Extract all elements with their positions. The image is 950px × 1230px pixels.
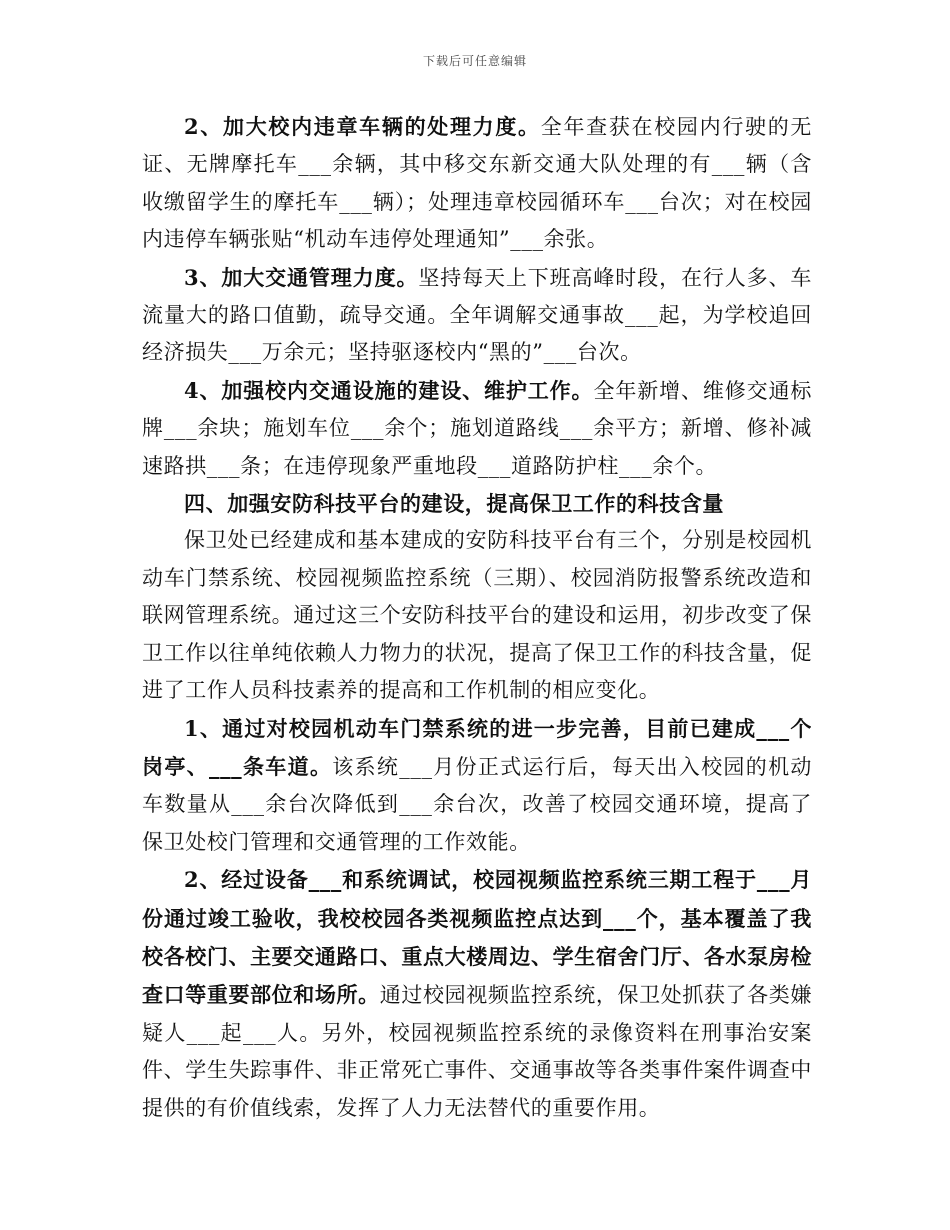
paragraph-lead: 1、通过对校园机动车门禁系统的进一步完善，目前已建成___个岗亭、___条车道。 <box>142 715 812 779</box>
document-body <box>142 108 812 1127</box>
paragraph-text: 全年查获在校园内行驶的无证、无牌摩托车___余辆，其中移交东新交通大队处理的有___辆（含收缴留学生的摩托车___辆）；处理违章校园循环车___台次；对在校园内违停车辆张贴“机动车违停处理通知”___余张。 <box>142 115 812 252</box>
section-heading: 四、加强安防科技平台的建设，提高保卫工作的科技含量 <box>184 491 724 517</box>
paragraph-video-surveillance <box>142 861 812 1127</box>
paragraph-violation-vehicles <box>142 108 812 259</box>
paragraph-lead: 2、加大校内违章车辆的处理力度。 <box>184 114 541 139</box>
paragraph-text: 全年新增、维修交通标牌___余块；施划车位___余个；施划道路线___余平方；新增、修补减速路拱___条；在违停现象严重地段___道路防护柱___余个。 <box>142 378 813 478</box>
paragraph-text: 通过校园视频监控系统，保卫处抓获了各类嫌疑人___起___人。另外，校园视频监控系统的录像资料在刑事治安案件、学生失踪事件、非正常死亡事件、交通事故等各类事件案件调查中提供的有价值线索，发挥了人力无法替代的重要作用。 <box>142 983 812 1120</box>
paragraph-lead: 2、经过设备___和系统调试，校园视频监控系统三期工程于___月份通过竣工验收，我校校园各类视频监控点达到___个，基本覆盖了我校各校门、主要交通路口、重点大楼周边、学生宿舍门厅、各水泵房检查口等重要部位和场所。 <box>142 867 812 1008</box>
paragraph-text: 坚持每天上下班高峰时段，在行人多、车流量大的路口值勤，疏导交通。全年调解交通事故___起，为学校追回经济损失___万余元；坚持驱逐校内“黑的”___台次。 <box>142 265 812 365</box>
paragraph-traffic-facilities <box>142 372 812 485</box>
paragraph-lead: 4、加强校内交通设施的建设、维护工作。 <box>184 377 594 403</box>
paragraph-gate-system <box>142 710 812 862</box>
section-intro-paragraph: 保卫处已经建成和基本建成的安防科技平台有三个，分别是校园机动车门禁系统、校园视频监控系统（三期）、校园消防报警系统改造和联网管理系统。通过这三个安防科技平台的建设和运用，初步改变了保卫工作以往单纯依赖人力物力的状况，提高了保卫工作的科技含量，促进了工作人员科技素养的提高和工作机制的相应变化。 <box>142 528 812 703</box>
paragraph-text: 该系统___月份正式运行后，每天出入校园的机动车数量从___余台次降低到___余台次，改善了校园交通环境，提高了保卫处校门管理和交通管理的工作效能。 <box>142 754 812 854</box>
page-header: 下载后可任意编辑 <box>422 54 527 68</box>
paragraph-lead: 3、加大交通管理力度。 <box>184 264 419 290</box>
paragraph-traffic-management <box>142 259 812 372</box>
